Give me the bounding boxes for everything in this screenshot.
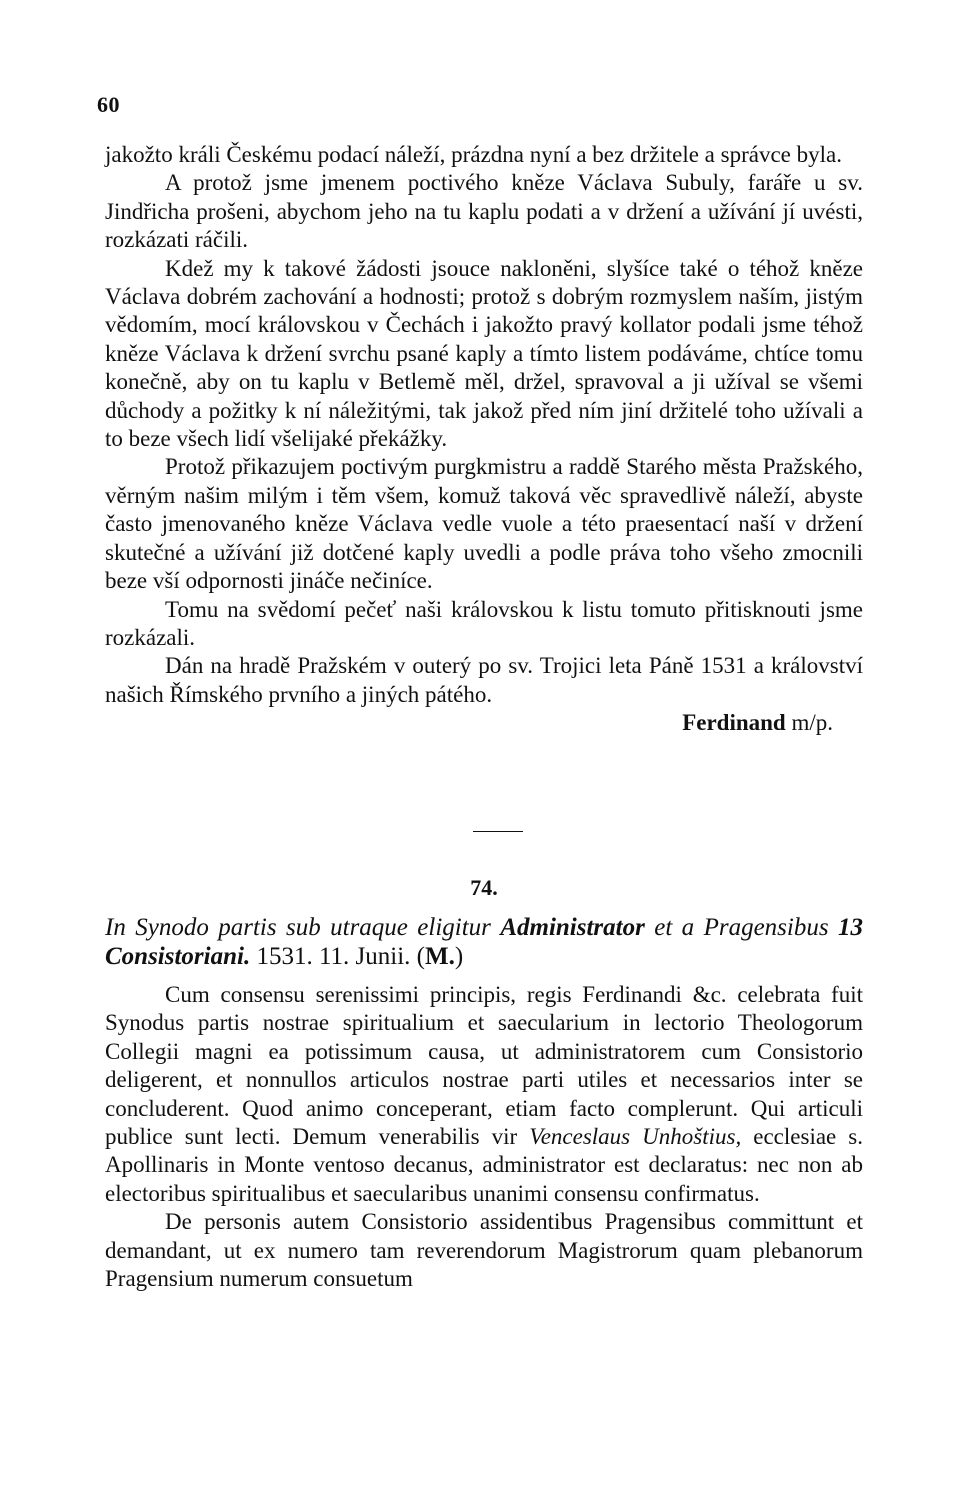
heading-part: Administrator	[500, 914, 645, 941]
document-page	[97, 0, 863, 1510]
paragraph: A protož jsme jmenem poctivého kněze Václava Subuly, faráře u sv. Jindřicha prošeni, abychom jeho na tu kaplu podati a v držení a užívání jí uvésti, rozkázati ráčili.	[105, 170, 863, 253]
paragraph	[105, 981, 863, 1208]
heading-part: 13 Consistoriani.	[105, 914, 863, 970]
heading-date: 1531. 11. Junii. (	[256, 943, 425, 970]
page-number: 60	[97, 92, 120, 117]
heading-part: et a Pragensibus	[654, 914, 829, 941]
document-number: 74.	[470, 875, 498, 900]
heading-source: M.	[424, 943, 455, 970]
heading-part: In Synodo partis sub utraque eligitur	[105, 914, 491, 941]
section-divider	[473, 831, 523, 832]
signature-suffix: m/p.	[791, 710, 833, 736]
paragraph: De personis autem Consistorio assidentibus Pragensibus committunt et demandant, ut ex numero tam reverendorum Magistrorum quam plebanorum Pragensium numerum consuetum	[105, 1209, 863, 1292]
paragraph: Protož přikazujem poctivým purgkmistru a raddě Starého města Pražského, věrným našim milým i těm všem, komuž taková věc spravedlivě náleží, abyste často jmenovaného kněze Václava vedle vuole a této praesentací naší v držení skutečné a užívání již dotčené kaply uvedli a podle práva toho všeho zmocnili beze vší odpornosti jináče nečiníce.	[105, 454, 863, 594]
person-name: Venceslaus Unhoštius,	[529, 1124, 742, 1150]
paragraph-text: Cum consensu serenissimi principis, regis Ferdinandi &c. celebrata fuit Synodus partis nostrae spiritualium et saecularium in lectorio Theologorum Collegii magni ea potissimum causa, ut administratorem cum Consistorio deligerent, et nonnullos articulos nostrae parti utiles et necessarios inter se concluderent. Quod animo conceperant, etiam facto complerunt. Qui articuli publice sunt lecti. Demum venerabilis vir	[105, 982, 863, 1150]
paragraph: jakožto králi Českému podací náleží, prázdna nyní a bez držitele a správce byla.	[105, 142, 842, 167]
paragraph: Tomu na svědomí pečeť naši královskou k listu tomuto přitisknouti jsme rozkázali.	[105, 596, 863, 650]
signature-name: Ferdinand	[682, 710, 786, 736]
paragraph-text: ecclesiae s. Apollinaris in Monte ventoso decanus, administrator est declaratus: nec non ab electoribus spiritualibus et saecularibus unanimi consensu confirmatus.	[105, 1124, 863, 1206]
czech-text-block	[105, 141, 863, 738]
heading-part: )	[454, 943, 464, 970]
paragraph: Kdež my k takové žádosti jsouce nakloněni, slyšíce také o téhož kněze Václava dobrém zachování a hodnosti; protož s dobrým rozmyslem naším, jistým vědomím, mocí královskou v Čechách i jakožto pravý kollator podali jsme téhož kněze Václava k držení svrchu psané kaply a tímto listem podáváme, chtíce tomu konečně, aby on tu kaplu v Betlemě měl, držel, spravoval a ji užíval se všemi důchody a požitky k ní náležitými, tak jakož před ním jiní držitelé toho užívali a to beze všech lidí všelijaké překážky.	[105, 255, 863, 452]
paragraph: Dán na hradě Pražském v outerý po sv. Trojici leta Páně 1531 a království našich Římského prvního a jiných pátého.	[105, 653, 863, 707]
signature	[105, 709, 863, 737]
latin-text-block	[105, 981, 863, 1293]
document-heading	[105, 913, 863, 971]
